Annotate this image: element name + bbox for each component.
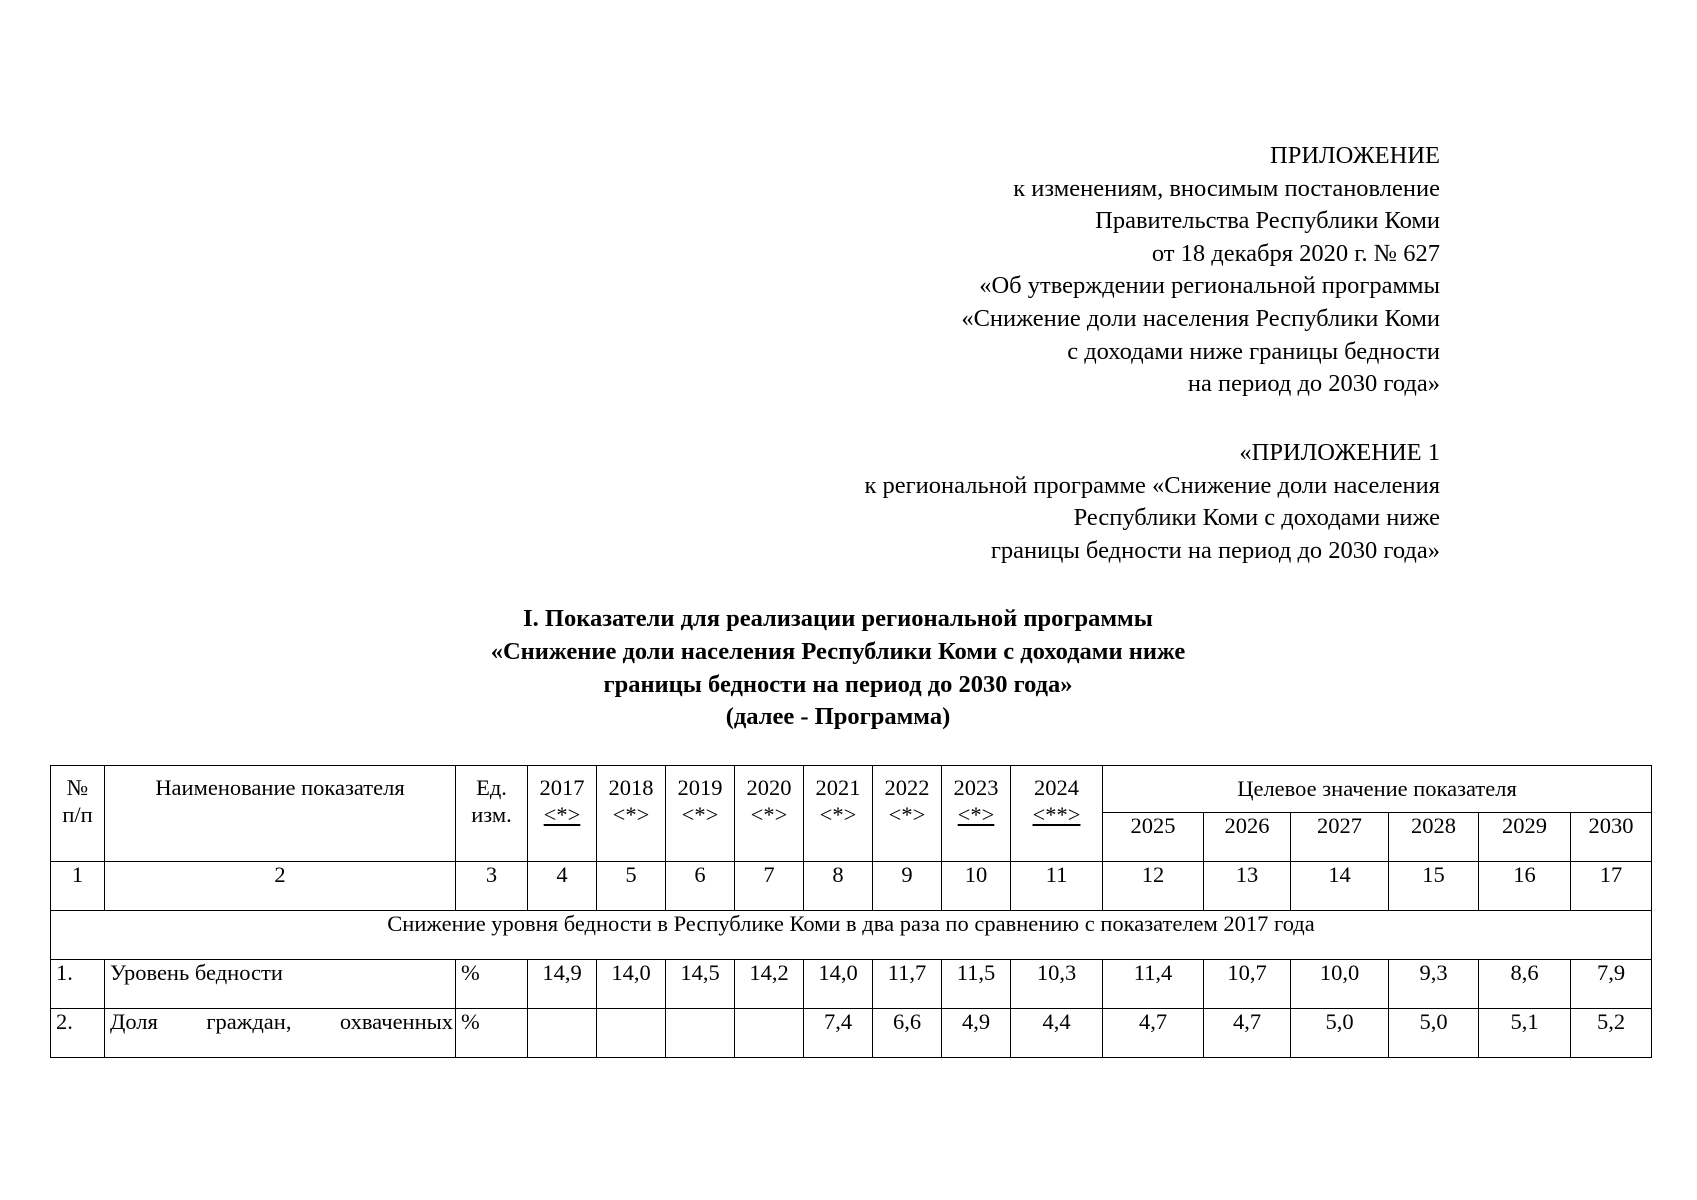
section-heading: Снижение уровня бедности в Республике Коми в два раза по сравнению с показателем 2017 года xyxy=(51,911,1652,960)
header-year: 2020 xyxy=(746,775,792,800)
header-target-year: 2025 xyxy=(1103,813,1204,862)
column-number: 8 xyxy=(804,862,873,911)
appendix1-line: «ПРИЛОЖЕНИЕ 1 xyxy=(1239,439,1440,466)
header-year: 2019 xyxy=(677,775,723,800)
indicator-value xyxy=(528,1009,597,1058)
header-unit-cell xyxy=(456,766,528,862)
column-number: 14 xyxy=(1291,862,1389,911)
column-number: 16 xyxy=(1479,862,1571,911)
header-year-note: <*> xyxy=(957,802,995,827)
indicator-value: 14,2 xyxy=(735,960,804,1009)
indicator-value: 7,4 xyxy=(804,1009,873,1058)
column-number: 5 xyxy=(597,862,666,911)
column-numbers-row xyxy=(51,862,1652,911)
column-number: 10 xyxy=(942,862,1011,911)
header-num-cell xyxy=(51,766,105,862)
header-year: 2023 xyxy=(953,775,999,800)
indicator-value: 11,5 xyxy=(942,960,1011,1009)
appendix1-line: к региональной программе «Снижение доли населения xyxy=(864,471,1440,499)
appendix-line: «Об утверждении региональной программы xyxy=(979,272,1440,300)
title-line: «Снижение доли населения Республики Коми с доходами ниже xyxy=(490,637,1186,665)
appendix-line: с доходами ниже границы бедности xyxy=(1067,337,1440,365)
appendix1-line: Республики Коми с доходами ниже xyxy=(1073,504,1440,532)
header-target-year: 2026 xyxy=(1204,813,1291,862)
header-year-note: <*> xyxy=(543,802,581,827)
indicator-unit: % xyxy=(456,1009,528,1058)
column-number: 7 xyxy=(735,862,804,911)
header-year-cell xyxy=(942,766,1011,862)
header-target: Целевое значение показателя xyxy=(1237,776,1517,801)
header-year-note: <*> xyxy=(750,802,788,827)
indicator-value: 4,9 xyxy=(942,1009,1011,1058)
header-year-note: <**> xyxy=(1032,802,1081,827)
header-year-cell xyxy=(528,766,597,862)
indicator-value: 14,5 xyxy=(666,960,735,1009)
column-number: 11 xyxy=(1011,862,1103,911)
header-year: 2022 xyxy=(884,775,930,800)
header-name: Наименование показателя xyxy=(155,775,405,800)
indicator-value: 8,6 xyxy=(1479,960,1571,1009)
title-line: (далее - Программа) xyxy=(725,703,951,731)
header-year-cell xyxy=(666,766,735,862)
indicator-value: 5,0 xyxy=(1291,1009,1389,1058)
indicator-value: 14,0 xyxy=(597,960,666,1009)
header-year-note: <*> xyxy=(612,802,650,827)
row-number: 1. xyxy=(51,960,105,1009)
header-year: 2018 xyxy=(608,775,654,800)
indicator-value: 5,1 xyxy=(1479,1009,1571,1058)
indicators-table xyxy=(50,765,1652,1058)
appendix-line: ПРИЛОЖЕНИЕ xyxy=(1270,142,1440,169)
header-name-cell xyxy=(105,766,456,862)
indicator-value: 6,6 xyxy=(873,1009,942,1058)
indicator-value: 10,3 xyxy=(1011,960,1103,1009)
indicator-value: 7,9 xyxy=(1571,960,1652,1009)
header-year: 2017 xyxy=(539,775,585,800)
header-target-year: 2027 xyxy=(1291,813,1389,862)
indicator-value: 4,4 xyxy=(1011,1009,1103,1058)
appendix1-block xyxy=(864,437,1440,567)
appendix-line: «Снижение доли населения Республики Коми xyxy=(961,304,1440,332)
header-target-cell xyxy=(1103,766,1652,813)
indicator-value xyxy=(735,1009,804,1058)
column-number: 15 xyxy=(1389,862,1479,911)
indicator-value xyxy=(597,1009,666,1058)
header-year-cell xyxy=(597,766,666,862)
column-number: 17 xyxy=(1571,862,1652,911)
column-number: 12 xyxy=(1103,862,1204,911)
indicator-name: Доля граждан, охваченных xyxy=(105,1009,456,1058)
indicator-value: 11,4 xyxy=(1103,960,1204,1009)
header-year: 2021 xyxy=(815,775,861,800)
header-year-cell xyxy=(873,766,942,862)
header-year-note: <*> xyxy=(681,802,719,827)
column-number: 1 xyxy=(51,862,105,911)
header-unit2: изм. xyxy=(471,802,512,827)
header-year-cell xyxy=(1011,766,1103,862)
header-year-note: <*> xyxy=(888,802,926,827)
indicator-unit: % xyxy=(456,960,528,1009)
indicator-value: 10,7 xyxy=(1204,960,1291,1009)
appendix-line: на период до 2030 года» xyxy=(1187,370,1440,398)
column-number: 4 xyxy=(528,862,597,911)
indicator-name: Уровень бедности xyxy=(105,960,456,1009)
header-year-cell xyxy=(735,766,804,862)
indicator-value: 5,2 xyxy=(1571,1009,1652,1058)
header-row xyxy=(51,766,1652,813)
column-number: 3 xyxy=(456,862,528,911)
indicator-value: 11,7 xyxy=(873,960,942,1009)
appendix-line: к изменениям, вносимым постановление xyxy=(1013,174,1440,202)
indicator-value: 14,0 xyxy=(804,960,873,1009)
header-target-year: 2030 xyxy=(1571,813,1652,862)
title-line: границы бедности на период до 2030 года» xyxy=(603,670,1073,698)
appendix-block xyxy=(961,140,1440,401)
appendix-line: от 18 декабря 2020 г. № 627 xyxy=(1151,239,1440,267)
header-target-year: 2029 xyxy=(1479,813,1571,862)
row-number: 2. xyxy=(51,1009,105,1058)
title-line: I. Показатели для реализации региональной программы xyxy=(523,605,1153,632)
section-row xyxy=(51,911,1652,960)
indicator-value: 10,0 xyxy=(1291,960,1389,1009)
header-target-year: 2028 xyxy=(1389,813,1479,862)
indicator-value: 9,3 xyxy=(1389,960,1479,1009)
appendix1-line: границы бедности на период до 2030 года» xyxy=(990,536,1440,564)
document-title xyxy=(0,603,1676,734)
column-number: 13 xyxy=(1204,862,1291,911)
appendix-line: Правительства Республики Коми xyxy=(1095,207,1440,235)
column-number: 2 xyxy=(105,862,456,911)
indicator-value: 4,7 xyxy=(1204,1009,1291,1058)
indicator-value: 4,7 xyxy=(1103,1009,1204,1058)
header-num2: п/п xyxy=(62,802,93,827)
indicator-value: 5,0 xyxy=(1389,1009,1479,1058)
table-row xyxy=(51,1009,1652,1058)
header-unit: Ед. xyxy=(476,775,507,800)
column-number: 6 xyxy=(666,862,735,911)
header-num: № xyxy=(66,775,89,800)
indicator-value xyxy=(666,1009,735,1058)
indicator-value: 14,9 xyxy=(528,960,597,1009)
header-year: 2024 xyxy=(1034,775,1079,800)
header-year-note: <*> xyxy=(819,802,857,827)
table-row xyxy=(51,960,1652,1009)
header-year-cell xyxy=(804,766,873,862)
column-number: 9 xyxy=(873,862,942,911)
